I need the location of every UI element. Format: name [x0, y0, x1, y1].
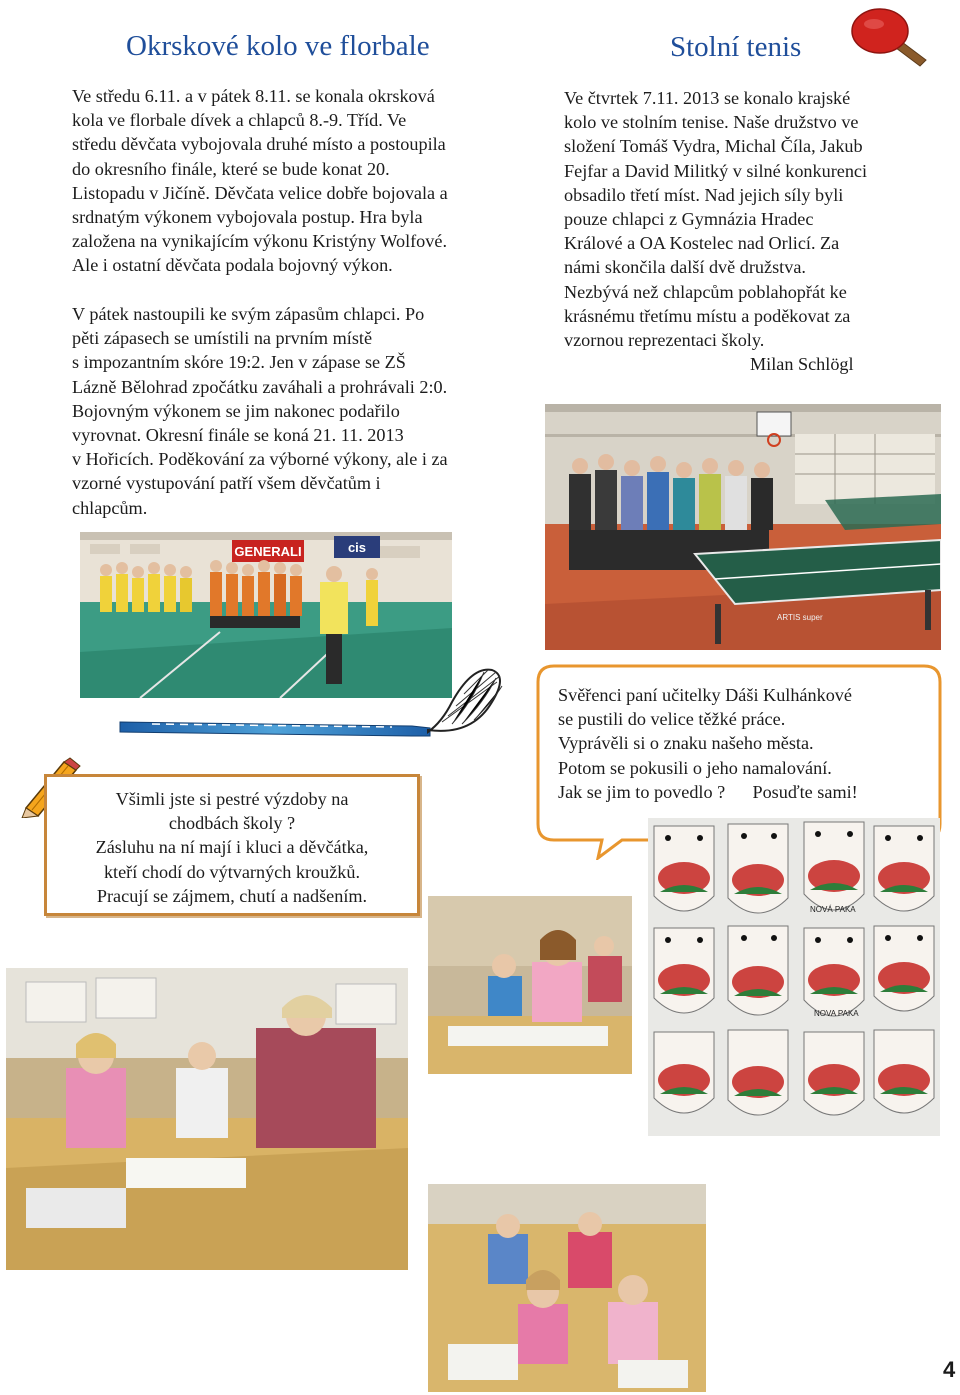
- text-line: středu děvčata vybojovala druhé místo a postoupila: [72, 134, 446, 155]
- text-line: kolo ve stolním tenise. Naše družstvo ve: [564, 112, 859, 133]
- floorball-title: Okrskové kolo ve florbale: [126, 30, 430, 62]
- text-line: chodbách školy ?: [168, 813, 296, 834]
- text-line: Vyprávěli si o znaku našeho města.: [558, 733, 814, 754]
- art-info-text: [558, 683, 938, 804]
- text-line: se pustili do velice těžké práce.: [558, 709, 786, 730]
- page-number: 4: [943, 1357, 956, 1382]
- text-line: Jak se jim to povedlo ? Posuďte sami!: [558, 781, 858, 802]
- text-line: Svěřenci paní učitelky Dáši Kulhánkové: [558, 685, 852, 705]
- cis-banner: cis: [347, 540, 367, 555]
- text-line: s impozantním skóre 19:2. Jen v zápase se ZŠ: [72, 352, 406, 373]
- text-line: Ve čtvrtek 7.11. 2013 se konalo krajské: [564, 88, 851, 108]
- signature: Milan Schlögl: [750, 354, 854, 375]
- text-line: námi skončila další dvě družstva.: [564, 257, 806, 278]
- text-line: Listopadu v Jičíně. Děvčata velice dobře bojovala a: [72, 182, 448, 203]
- table-tennis-team-photo: [545, 404, 941, 650]
- text-line: Potom se pokusili o jeho namalování.: [558, 757, 832, 778]
- text-line: V pátek nastoupili ke svým zápasům chlapci. Po: [72, 304, 425, 324]
- text-line: Fejfar a David Militký v silné konkurenci: [564, 160, 868, 181]
- generali-banner: GENERALI: [234, 544, 302, 559]
- text-line: Všimli jste si pestré výzdoby na: [115, 789, 349, 809]
- ping-pong-paddle-icon: [850, 4, 934, 70]
- text-line: krásnému třetímu místu a poděkovat za: [564, 305, 851, 326]
- text-line: vzorné vystupování patří všem děvčatům i: [72, 473, 381, 494]
- text-line: složení Tomáš Vydra, Michal Číla, Jakub: [564, 136, 863, 157]
- text-line: Nezbývá než chlapcům poblahopřát ke: [564, 281, 847, 302]
- text-line: Lázně Bělohrad zpočátku zaváhali a prohrávali 2:0.: [72, 376, 448, 397]
- text-line: Ale i ostatní děvčata podala bojovný výkon.: [72, 255, 393, 276]
- text-line: Pracují se zájmem, chutí a nadšením.: [96, 885, 368, 906]
- coat-of-arms-artwork-photo: [648, 818, 940, 1136]
- text-line: srdnatým výkonem vybojovala postup. Hra byla: [72, 207, 423, 228]
- text-line: v Hořicích. Poděkování za výborné výkony, ale i za: [72, 449, 448, 470]
- text-line: Bojovným výkonem se jim nakonec podařilo: [72, 400, 400, 421]
- text-line: obsadilo třetí míst. Nad jejich síly byli: [564, 184, 844, 205]
- table-brand-label: ARTIS super: [777, 613, 823, 622]
- artwork-label: NOVÁ PAKA: [810, 905, 856, 914]
- classroom-photo-small: [428, 896, 632, 1074]
- floorball-stick-icon: [112, 662, 514, 752]
- decor-info-box: [44, 774, 420, 916]
- text-line: do okresního finále, které se bude konat 20.: [72, 158, 390, 179]
- text-line: vyrovnat. Okresní finále se koná 21. 11. 2013: [72, 425, 404, 446]
- text-line: Ve středu 6.11. a v pátek 8.11. se konala okrsková: [72, 86, 435, 106]
- text-line: chlapcům.: [72, 497, 148, 518]
- table-tennis-title: Stolní tenis: [670, 31, 802, 63]
- classroom-photo-large: [6, 968, 408, 1270]
- floorball-paragraph-1: [72, 84, 542, 278]
- classroom-photo-bottom: [428, 1184, 706, 1392]
- table-tennis-paragraph: [564, 86, 944, 376]
- artwork-label: NOVA PAKA: [814, 1009, 859, 1018]
- text-line: kteří chodí do výtvarných kroužků.: [103, 861, 361, 882]
- text-line: Králové a OA Kostelec nad Orlicí. Za: [564, 233, 840, 254]
- text-line: Zásluhu na ní mají i kluci a děvčátka,: [95, 837, 369, 858]
- text-line: vzornou reprezentaci školy.: [564, 330, 765, 351]
- text-line: pouze chlapci z Gymnázia Hradec: [564, 209, 814, 230]
- text-line: kola ve florbale dívek a chlapců 8.-9. Tříd. Ve: [72, 110, 407, 131]
- text-line: pěti zápasech se umístili na prvním místě: [72, 328, 373, 349]
- floorball-paragraph-2: [72, 302, 542, 520]
- text-line: založena na vynikajícím výkonu Kristýny Wolfové.: [72, 231, 447, 252]
